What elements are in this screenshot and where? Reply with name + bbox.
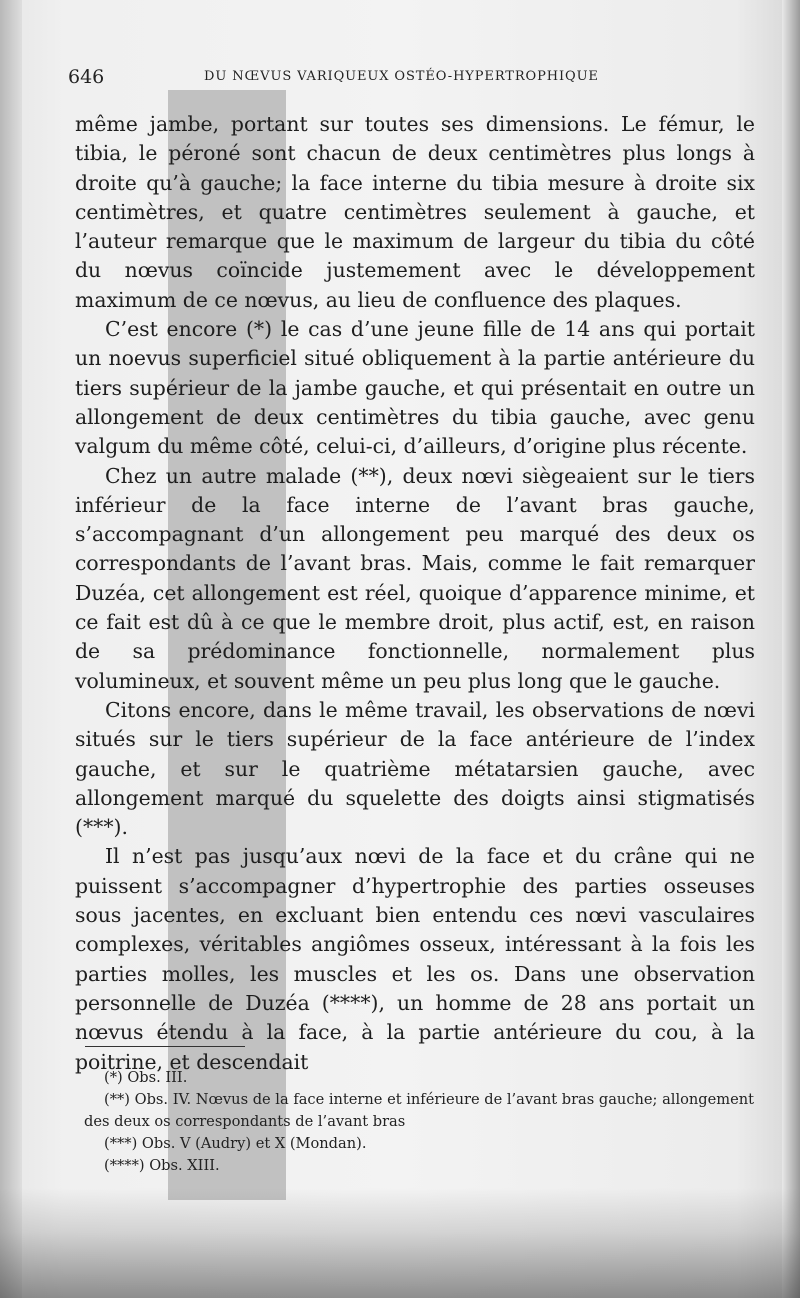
footnote: (****) Obs. XIII.	[104, 1157, 220, 1174]
footnote: (**) Obs. IV. Nœvus de la face interne et inférieure de l’avant bras gauche; allongement des deux os correspondants de l’avant bras	[84, 1091, 755, 1130]
page-edge-shadow	[782, 0, 800, 1298]
page-gutter-shadow	[0, 0, 22, 1298]
paragraph: Chez un autre malade (**), deux nœvi siègeaient sur le tiers inférieur de la face interne de l’avant bras gauche, s’accompagnant d’un allongement peu marqué des deux os correspondants de l’avant bras. Mais, comme le fait remarquer Duzéa, cet allongement est réel, quoique d’apparence minime, et ce fait est dû à ce que le membre droit, plus actif, est, en raison de sa prédominance fonctionnelle, normalement plus volumineux, et souvent même un peu plus long que le gauche.	[75, 463, 755, 693]
paragraph: Il n’est pas jusqu’aux nœvi de la face et du crâne qui ne puissent s’accompagner d’hypertrophie des parties osseuses sous jacentes, en excluant bien entendu ces nœvi vasculaires complexes, véritables angiômes osseux, intéressant à la fois les parties molles, les muscles et les os. Dans une observation personnelle de Duzéa (****), un homme de 28 ans portait un nœvus étendu à la face, à la partie antérieure du cou, à la poitrine, et descendait	[75, 844, 755, 1074]
page-number: 646	[68, 66, 105, 88]
paragraph: même jambe, portant sur toutes ses dimensions. Le fémur, le tibia, le péroné sont chacun de deux centimètres plus longs à droite qu’à gauche; la face interne du tibia mesure à droite six centimètres, et quatre centimètres seulement à gauche, et l’auteur remarque que le maximum de largeur du tibia du côté du nœvus coïncide justemement avec le développement maximum de ce nœvus, au lieu de confluence des plaques.	[75, 112, 755, 312]
paragraph: Citons encore, dans le même travail, les observations de nœvi situés sur le tiers supérieur de la face antérieure de l’index gauche, et sur le quatrième métatarsien gauche, avec allongement marqué du squelette des doigts ainsi stigmatisés (***).	[75, 697, 755, 840]
footnotes	[84, 1067, 759, 1177]
page-bottom-shadow	[0, 1188, 800, 1298]
running-head: DU NŒVUS VARIQUEUX OSTÉO-HYPERTROPHIQUE	[204, 69, 599, 84]
paragraph: C’est encore (*) le cas d’une jeune fille de 14 ans qui portait un noevus superficiel situé obliquement à la partie antérieure du tiers supérieur de la jambe gauche, et qui présentait en outre un allongement de deux centimètres du tibia gauche, avec genu valgum du même côté, celui-ci, d’ailleurs, d’origine plus récente.	[75, 317, 755, 459]
body-text	[75, 110, 755, 1077]
footnote-rule	[85, 1046, 245, 1047]
footnote: (*) Obs. III.	[104, 1069, 188, 1086]
footnote: (***) Obs. V (Audry) et X (Mondan).	[104, 1135, 367, 1152]
